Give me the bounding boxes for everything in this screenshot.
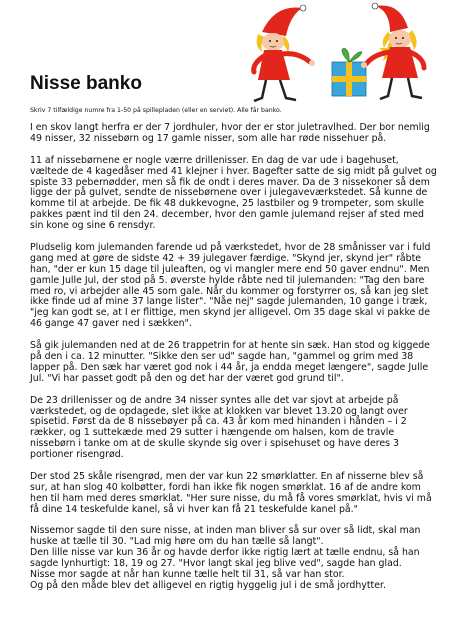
story-line: Nissemor sagde til den sure nisse, at inden man bliver så sur over så lidt, skal man (30, 525, 421, 537)
story-line: sur, at han slog 40 kolbøtter, fordi han ikke fik nogen smørklat. 16 af de andre kom (30, 481, 421, 493)
story-line: han, "der er kun 15 dage til juleaften, og vi mangler mere end 50 gaver endnu". Men (30, 263, 430, 275)
story-line: lapper på. Den sæk har været god nok i 44 år, ja endda meget længere", sagde Julle (30, 361, 429, 373)
instructions-text: Skriv 7 tilfældige numre fra 1-50 på spillepladen (eller en serviet). Alle får banko. (30, 107, 282, 114)
story-paragraph (30, 396, 426, 461)
story-line: I en skov langt herfra er der 7 jordhuler, hvor der er stor juletravlhed. Der bor nemlig (30, 122, 430, 133)
story-line: 11 af nissebørnene er nogle værre drillenisser. En dag de var ude i bagehuset, (30, 154, 399, 166)
page-title: Nisse banko (30, 73, 142, 94)
story-line: 46 gange 47 gaver ned i sækken". (30, 318, 192, 330)
story-line: på den i ca. 12 minutter. "Sikke den ser ud" sagde han, "gammel og grim med 38 (30, 350, 414, 362)
story-body (30, 122, 437, 603)
story-line: værkstedet, og de opdagede, slet ikke at klokken var blevet 13.20 og langt over (30, 405, 408, 417)
story-paragraph (30, 241, 431, 330)
story-line: komme til at arbejde. De fik 48 dukkevogne, 25 lastbiler og 9 trompeter, som skulle (30, 198, 425, 210)
story-line: hen til ham med deres smørklat. "Her sure nisse, du må få vores smørklat, hvis vi må (30, 492, 432, 504)
story-line: ligge der på gulvet, sendte de nissebørnene over i julegaveværkstedet. Så kunne de (30, 187, 428, 199)
story-line: rækker, og 1 suttekæde med 29 sutter i hængende om halsen, kom de travle (30, 427, 395, 439)
elf-left-icon (254, 5, 315, 101)
story-line: Nisse mor sagde at når han kunne tælle helt til 31, så var han stor. (30, 569, 345, 581)
elf-right-icon (361, 3, 424, 99)
story-line: portioner risengrød. (30, 449, 124, 461)
christmas-elves-illustration (240, 2, 430, 107)
story-line: pakkes pænt ind til den 24. december, hvor den gamle julemand rejser af sted med (30, 209, 424, 221)
story-line: med ro, vi arbejder alle 45 som gale. Når du kommer og forstyrrer os, så kan jeg slet (30, 285, 429, 297)
story-line: "jeg kan godt se, at I er flittige, men skynd jer alligevel. Om 35 dage skal vi pakke de (30, 307, 431, 319)
story-line: Jul. "Vi har passet godt på den og det har der været god grund til". (30, 372, 344, 384)
story-line: gang med at gøre de sidste 42 + 39 julegaver færdige. "Skynd jer, skynd jer" råbte (30, 252, 422, 264)
story-line: gamle Julle Jul, der stod på 5. øverste hylde råbte ned til julemanden: "Tag den bare (30, 274, 425, 286)
story-paragraph (30, 470, 432, 516)
story-line: spisetid. Først da de 8 nissebøyer på ca. 43 år kom med hinanden i hånden – i 2 (30, 416, 407, 428)
story-line: ikke finde ud af mine 37 lange lister". "Nåe nej" sagde julemanden, 10 gange i træk, (30, 296, 428, 308)
story-line: sin kone og sine 6 rensdyr. (30, 220, 156, 232)
story-line: sagde lynhurtigt: 18, 19 og 27. "Hvor langt skal jeg blive ved", sagde han glad. (30, 558, 402, 570)
story-line: væltede de 4 kagedåser med 41 klejner i hver. Bagefter satte de sig midt på gulvet og (30, 165, 437, 177)
story-line: huske at tælle til 30. "Lad mig høre om du han tælle så langt". (30, 536, 324, 548)
story-line: Der stod 25 skåle risengrød, men der var kun 22 smørklatter. En af nisserne blev så (30, 470, 424, 482)
story-line: Pludselig kom julemanden farende ud på værkstedet, hvor de 28 smånisser var i fuld (30, 241, 431, 253)
story-paragraph (30, 526, 426, 591)
story-paragraph (30, 154, 437, 232)
story-line: De 23 drillenisser og de andre 34 nisser syntes alle det var sjovt at arbejde på (30, 394, 399, 406)
story-line: Så gik julemanden ned at de 26 trappetrin for at hente sin sæk. Han stod og kiggede (30, 340, 430, 352)
story-paragraph (30, 122, 430, 145)
story-line: få dine 14 teskefulde kanel, så vi hver kan få 21 teskefulde kanel på." (30, 503, 358, 515)
story-line: Og på den måde blev det alligevel en rigtig hyggelig jul i de små jordhytter. (30, 579, 386, 591)
story-line: spiste 33 pebernødder, men så fik de ondt i deres maver. Da de 3 nissekoner så dem (30, 176, 430, 188)
story-line: Den lille nisse var kun 36 år og havde derfor ikke rigtig lært at tælle endnu, så han (30, 547, 420, 559)
present-icon (332, 48, 366, 96)
story-paragraph (30, 340, 430, 385)
story-line: nissebørn i tanke om at de skulle skynde sig over i spisehuset og have deres 3 (30, 438, 399, 450)
story-line: 49 nisser, 32 nissebørn og 17 gamle nisser, som alle har røde nissehuer på. (30, 132, 387, 144)
